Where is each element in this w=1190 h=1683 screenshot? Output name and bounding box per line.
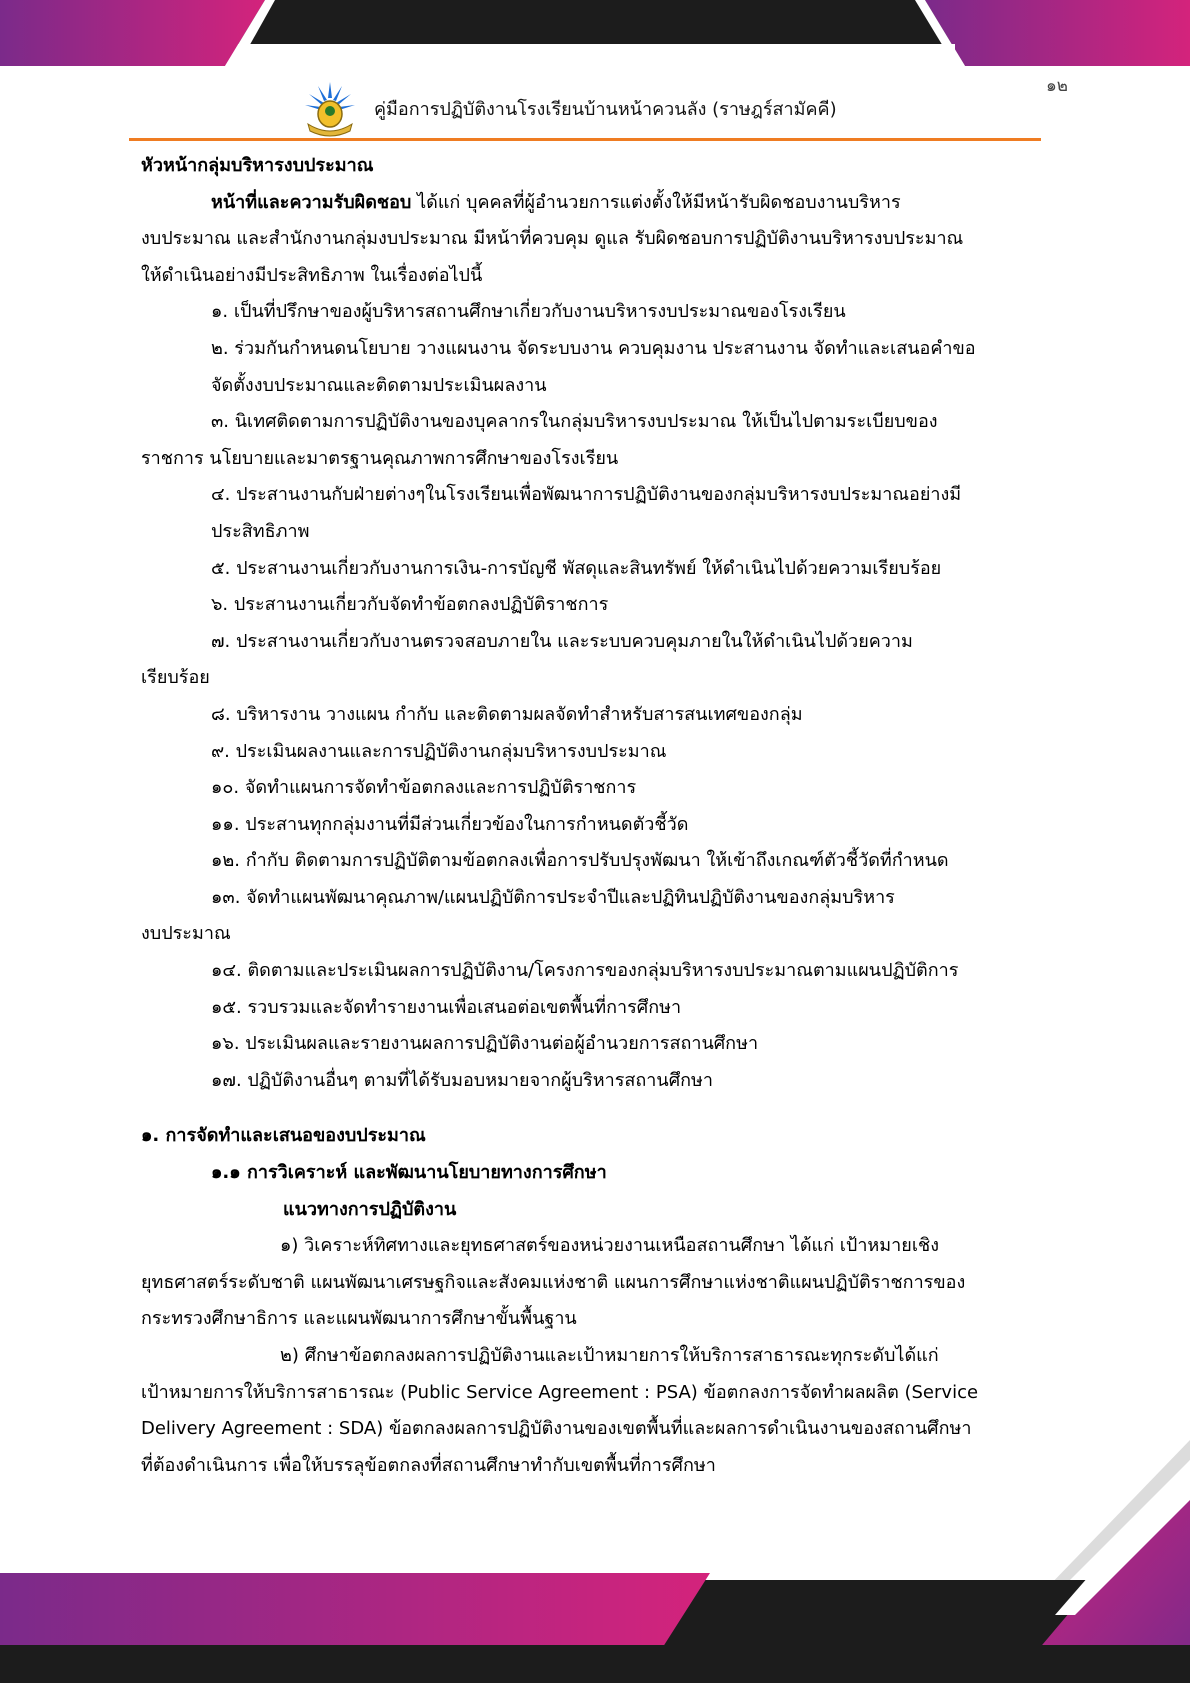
intro-line: งบประมาณ และสำนักงานกลุ่มงบประมาณ มีหน้าที่ควบคุม ดูแล รับผิดชอบการปฏิบัติงานบริหารงบประมาณ bbox=[141, 228, 964, 250]
duty-item-continued: จัดตั้งงบประมาณและติดตามประเมินผลงาน bbox=[211, 374, 547, 396]
duty-item: ๑๐. จัดทำแผนการจัดทำข้อตกลงและการปฏิบัติราชการ bbox=[211, 777, 637, 799]
duty-item: ๑๕. รวบรวมและจัดทำรายงานเพื่อเสนอต่อเขตพื้นที่การศึกษา bbox=[211, 996, 682, 1018]
duty-item-continued: งบประมาณ bbox=[141, 923, 231, 945]
section1-heading: ๑. การจัดทำและเสนอของบประมาณ bbox=[141, 1125, 426, 1147]
header-title: คู่มือการปฏิบัติงานโรงเรียนบ้านหน้าควนลัง (ราษฎร์สามัคคี) bbox=[374, 98, 837, 120]
page-number: ๑๒ bbox=[1046, 76, 1068, 96]
guideline-item-continued: เป้าหมายการให้บริการสาธารณะ (Public Service Agreement : PSA) ข้อตกลงการจัดทำผลผลิต (Service bbox=[141, 1381, 979, 1403]
top-decoration bbox=[0, 0, 1190, 70]
document-header bbox=[300, 78, 837, 138]
duty-item-continued: เรียบร้อย bbox=[141, 667, 210, 689]
duty-item: ๑๔. ติดตามและประเมินผลการปฏิบัติงาน/โครงการของกลุ่มบริหารงบประมาณตามแผนปฏิบัติการ bbox=[211, 960, 959, 982]
section-heading: หัวหน้ากลุ่มบริหารงบประมาณ bbox=[141, 155, 374, 176]
intro-line bbox=[141, 185, 1047, 222]
document-body bbox=[141, 148, 1047, 1484]
intro-text: ได้แก่ บุคคลที่ผู้อำนวยการแต่งตั้งให้มีหน้ารับผิดชอบงานบริหาร bbox=[411, 191, 901, 213]
duty-item: ๘. บริหารงาน วางแผน กำกับ และติดตามผลจัดทำสำหรับสารสนเทศของกลุ่ม bbox=[211, 703, 803, 725]
duty-item: ๔. ประสานงานกับฝ่ายต่างๆในโรงเรียนเพื่อพัฒนาการปฏิบัติงานของกลุ่มบริหารงบประมาณอย่างมี bbox=[211, 484, 962, 506]
duty-item: ๙. ประเมินผลงานและการปฏิบัติงานกลุ่มบริหารงบประมาณ bbox=[211, 740, 667, 762]
guideline-heading: แนวทางการปฏิบัติงาน bbox=[283, 1198, 457, 1220]
duty-item: ๑๒. กำกับ ติดตามการปฏิบัติตามข้อตกลงเพื่อการปรับปรุงพัฒนา ให้เข้าถึงเกณฑ์ตัวชี้วัดที่กำหนด bbox=[211, 850, 949, 872]
header-divider bbox=[129, 138, 1041, 141]
duty-item: ๑๗. ปฏิบัติงานอื่นๆ ตามที่ได้รับมอบหมายจากผู้บริหารสถานศึกษา bbox=[211, 1069, 714, 1091]
duty-item: ๗. ประสานงานเกี่ยวกับงานตรวจสอบภายใน และระบบควบคุมภายในให้ดำเนินไปด้วยความ bbox=[211, 630, 913, 652]
guideline-item-continued: กระทรวงศึกษาธิการ และแผนพัฒนาการศึกษาขั้นพื้นฐาน bbox=[141, 1308, 577, 1330]
duty-item: ๑๖. ประเมินผลและรายงานผลการปฏิบัติงานต่อผู้อำนวยการสถานศึกษา bbox=[211, 1033, 759, 1055]
duty-item: ๑. เป็นที่ปรึกษาของผู้บริหารสถานศึกษาเกี่ยวกับงานบริหารงบประมาณของโรงเรียน bbox=[211, 301, 846, 323]
section-spacer bbox=[141, 1099, 1047, 1118]
guideline-item-continued: Delivery Agreement : SDA) ข้อตกลงผลการปฏิบัติงานของเขตพื้นที่และผลการดำเนินงานของสถานศึกษา bbox=[141, 1418, 972, 1440]
duty-item: ๑๑. ประสานทุกกลุ่มงานที่มีส่วนเกี่ยวข้องในการกำหนดตัวชี้วัด bbox=[211, 813, 689, 835]
intro-label: หน้าที่และความรับผิดชอบ bbox=[211, 191, 412, 213]
duty-item: ๓. นิเทศติดตามการปฏิบัติงานของบุคลากรในกลุ่มบริหารงบประมาณ ให้เป็นไปตามระเบียบของ bbox=[211, 411, 938, 433]
intro-line: ให้ดำเนินอย่างมีประสิทธิภาพ ในเรื่องต่อไปนี้ bbox=[141, 264, 483, 286]
guideline-item: ๑) วิเคราะห์ทิศทางและยุทธศาสตร์ของหน่วยงานเหนือสถานศึกษา ได้แก่ เป้าหมายเชิง bbox=[280, 1235, 939, 1257]
duty-item-continued: ประสิทธิภาพ bbox=[211, 520, 310, 542]
duty-item-continued: ราชการ นโยบายและมาตรฐานคุณภาพการศึกษาของโรงเรียน bbox=[141, 447, 619, 469]
guideline-item-continued: ยุทธศาสตร์ระดับชาติ แผนพัฒนาเศรษฐกิจและสังคมแห่งชาติ แผนการศึกษาแห่งชาติแผนปฏิบัติราชการของ bbox=[141, 1271, 966, 1293]
guideline-item-continued: ที่ต้องดำเนินการ เพื่อให้บรรลุข้อตกลงที่สถานศึกษาทำกับเขตพื้นที่การศึกษา bbox=[141, 1454, 716, 1476]
duty-item: ๕. ประสานงานเกี่ยวกับงานการเงิน-การบัญชี พัสดุและสินทรัพย์ ให้ดำเนินไปด้วยความเรียบร้อย bbox=[211, 557, 942, 579]
school-emblem-icon bbox=[300, 78, 360, 138]
duty-item: ๒. ร่วมกันกำหนดนโยบาย วางแผนงาน จัดระบบงาน ควบคุมงาน ประสานงาน จัดทำและเสนอคำขอ bbox=[211, 337, 976, 359]
section1-subheading: ๑.๑ การวิเคราะห์ และพัฒนานโยบายทางการศึกษา bbox=[211, 1162, 607, 1184]
guideline-item: ๒) ศึกษาข้อตกลงผลการปฏิบัติงานและเป้าหมายการให้บริการสาธารณะทุกระดับได้แก่ bbox=[280, 1345, 939, 1366]
duty-item: ๑๓. จัดทำแผนพัฒนาคุณภาพ/แผนปฏิบัติการประจำปีและปฏิทินปฏิบัติงานของกลุ่มบริหาร bbox=[211, 886, 895, 908]
duty-item: ๖. ประสานงานเกี่ยวกับจัดทำข้อตกลงปฏิบัติราชการ bbox=[211, 594, 609, 616]
